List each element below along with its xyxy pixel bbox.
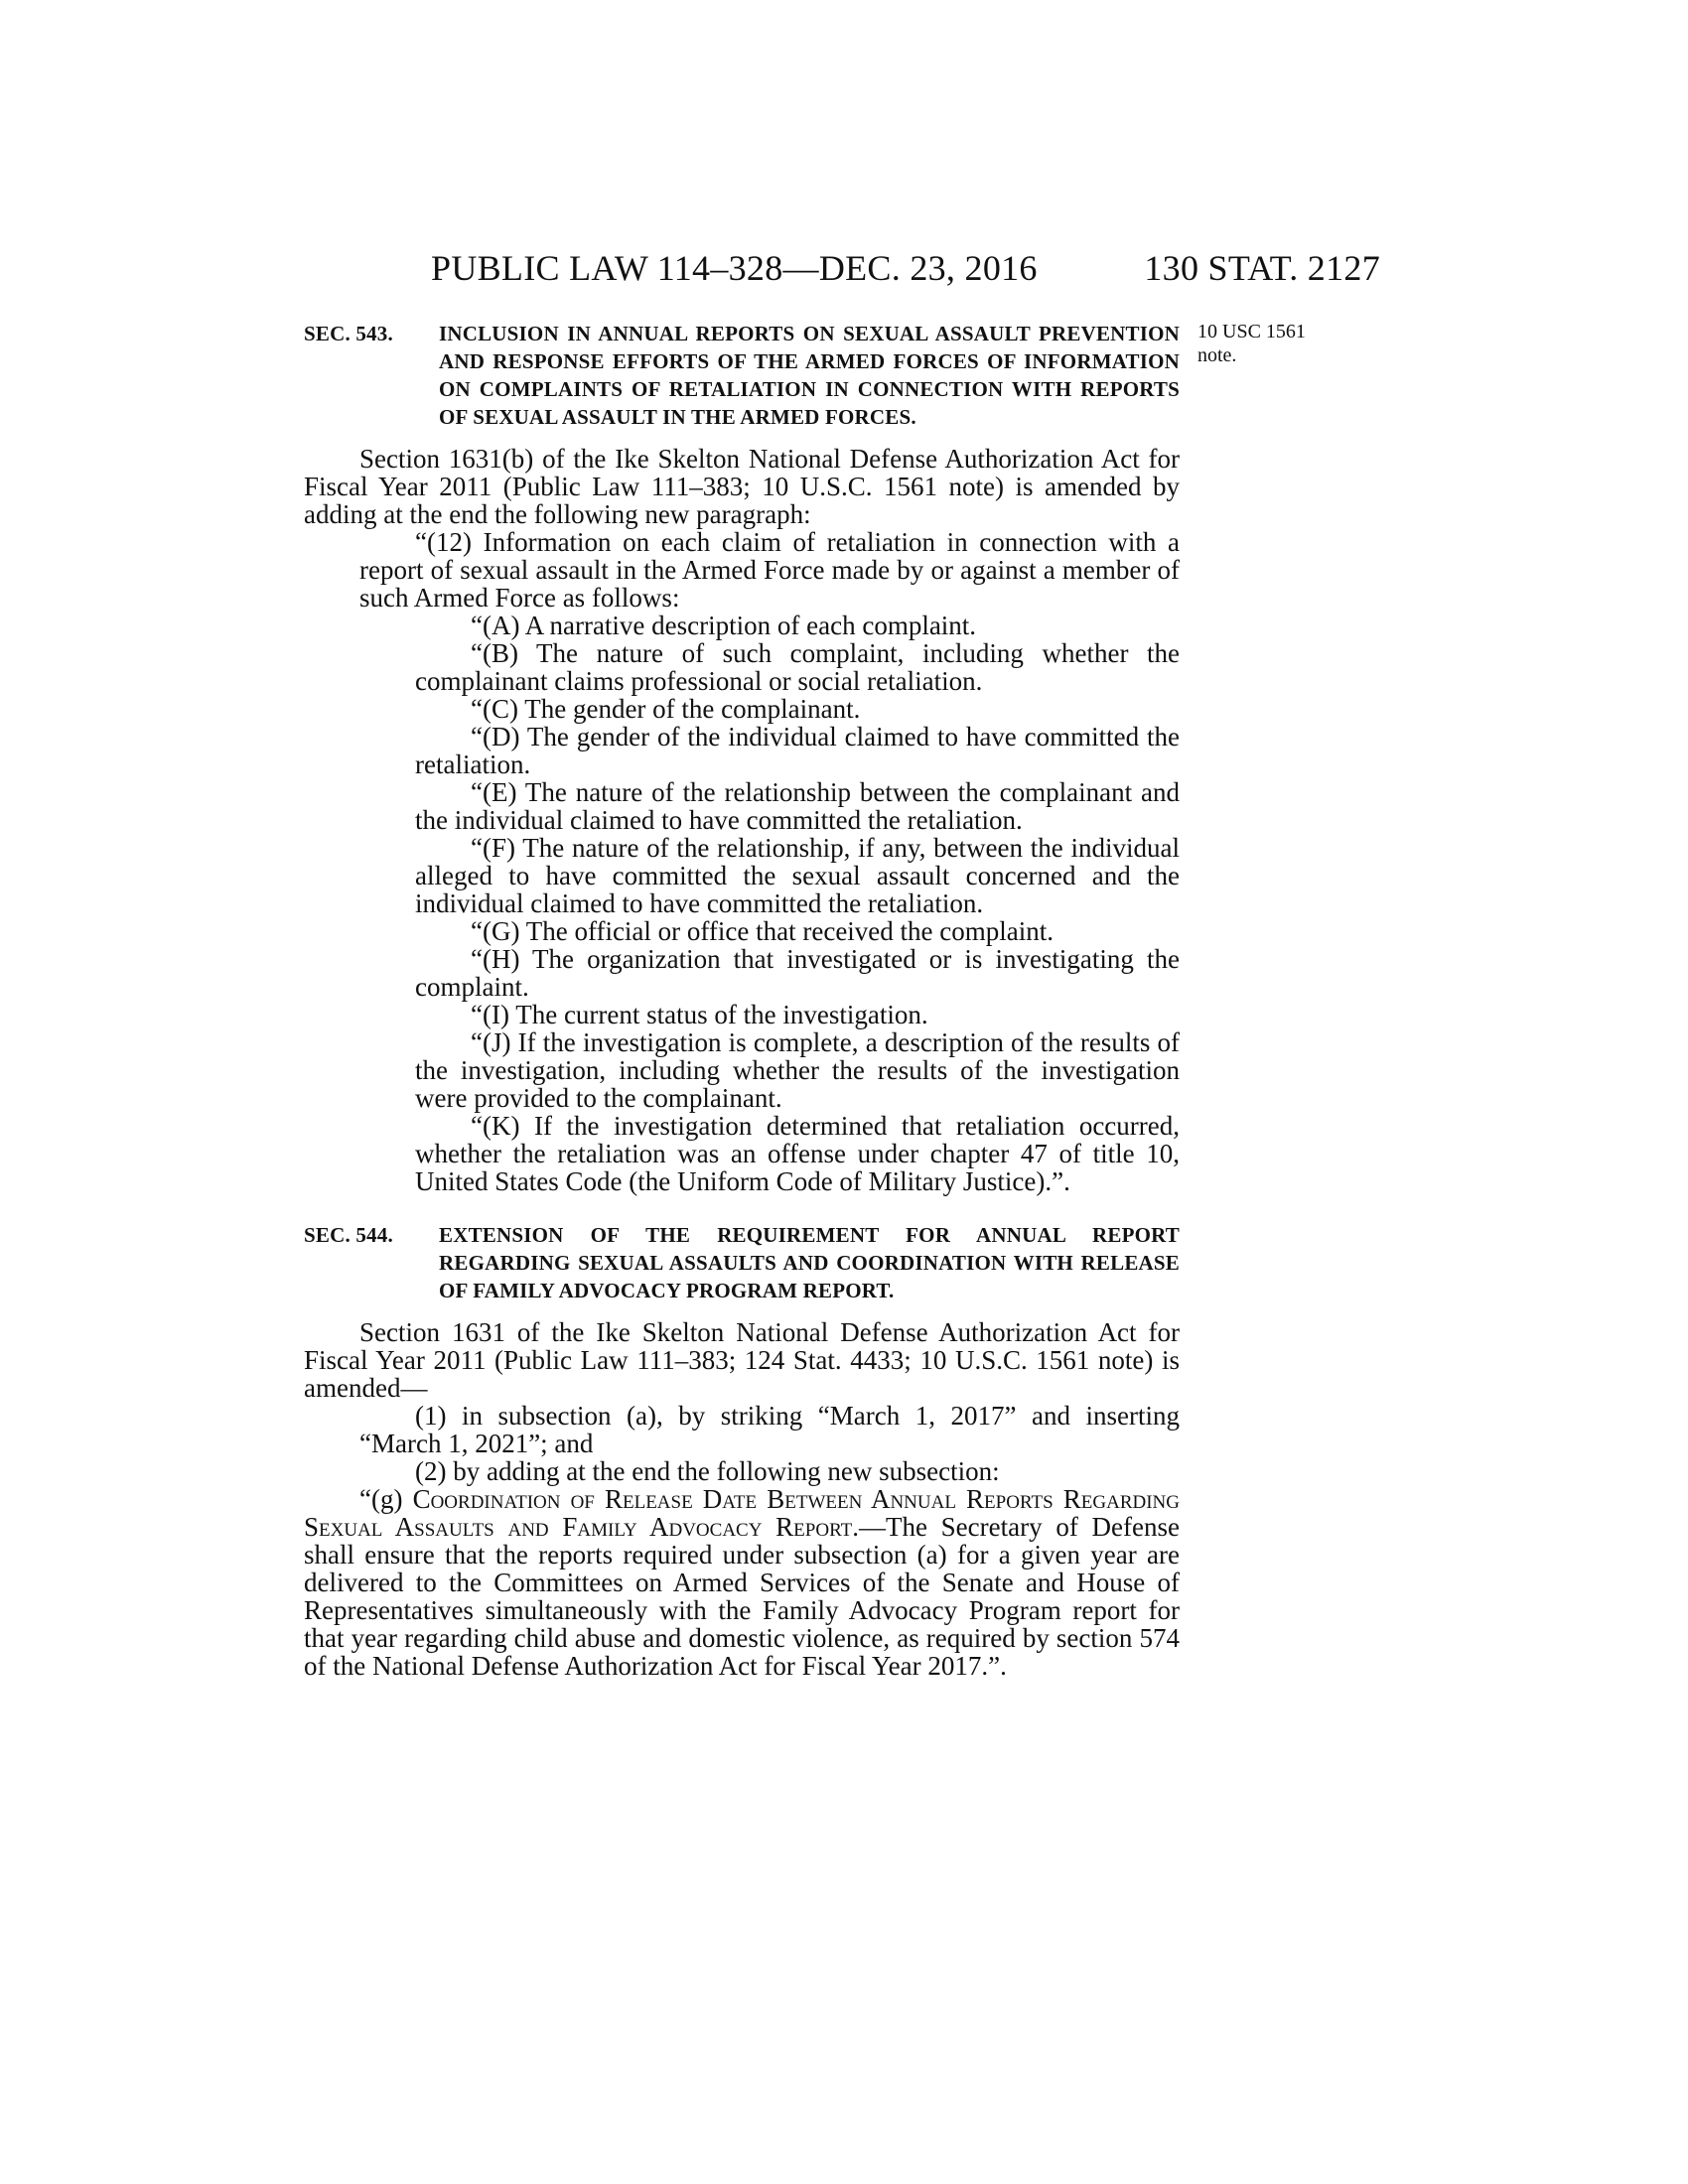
- section-544-heading: [304, 1221, 1180, 1304]
- section-543-heading: [304, 320, 1180, 431]
- subsection-g-body: —The Secretary of Defense shall ensure that the reports required under subsection (a) for a given year are delivered to the Committees on Armed Services of the Senate and House of Representatives simultaneously with the Family Advocacy Program report for that year regarding child abuse and domestic violence, as required by section 574 of the National Defense Authorization Act for Fiscal Year 2017.”.: [304, 1512, 1180, 1681]
- section-544-intro: Section 1631 of the Ike Skelton National Defense Authorization Act for Fiscal Year 2011 (Public Law 111–383; 124 Stat. 4433; 10 U.S.C. 1561 note) is amended—: [304, 1317, 1180, 1403]
- subsection-g: [304, 1485, 1180, 1680]
- subsection-g-prefix: “(g): [359, 1484, 413, 1514]
- page-header: [298, 246, 1380, 290]
- margin-note: [1197, 320, 1327, 367]
- section-544-item-1: (1) in subsection (a), by striking “March 1, 2017” and inserting “March 1, 2021”; and: [359, 1401, 1180, 1458]
- section-544-title: EXTENSION OF THE REQUIREMENT FOR ANNUAL REPORT REGARDING SEXUAL ASSAULTS AND COORDINATION WITH RELEASE OF FAMILY ADVOCACY PROGRAM REPORT.: [439, 1223, 1180, 1302]
- subparagraph-k: “(K) If the investigation determined that retaliation occurred, whether the retaliation was an offense under chapter 47 of title 10, United States Code (the Uniform Code of Military Justice).”.: [415, 1111, 1180, 1196]
- statute-page-number: 130 STAT. 2127: [1144, 248, 1380, 288]
- paragraph-12: “(12) Information on each claim of retaliation in connection with a report of sexual assault in the Armed Force made by or against a member of such Armed Force as follows:: [359, 527, 1180, 613]
- margin-note-suffix: note.: [1197, 344, 1237, 366]
- section-543-intro: Section 1631(b) of the Ike Skelton National Defense Authorization Act for Fiscal Year 2011 (Public Law 111–383; 10 U.S.C. 1561 note) is amended by adding at the end the following new paragraph:: [304, 444, 1180, 529]
- subparagraph-a: “(A) A narrative description of each complaint.: [471, 611, 977, 640]
- subparagraph-f: “(F) The nature of the relationship, if any, between the individual alleged to have committed the sexual assault concerned and the individual claimed to have committed the retaliation.: [415, 833, 1180, 918]
- subparagraph-i: “(I) The current status of the investigation.: [471, 1000, 928, 1029]
- public-law-citation: PUBLIC LAW 114–328—DEC. 23, 2016: [431, 248, 1038, 288]
- section-543-title: INCLUSION IN ANNUAL REPORTS ON SEXUAL ASSAULT PREVENTION AND RESPONSE EFFORTS OF THE ARMED FORCES OF INFORMATION ON COMPLAINTS OF RETALIATION IN CONNECTION WITH REPORTS OF SEXUAL ASSAULT IN THE ARMED FORCES.: [439, 322, 1180, 429]
- subparagraph-h: “(H) The organization that investigated or is investigating the complaint.: [415, 944, 1180, 1002]
- section-544-number: SEC. 544.: [304, 1223, 393, 1247]
- section-543-number: SEC. 543.: [304, 322, 393, 345]
- margin-note-citation: 10 USC 1561: [1197, 321, 1306, 342]
- subparagraph-g: “(G) The official or office that received the complaint.: [471, 916, 1054, 946]
- subsection-g-heading: Coordination of Release Date Between Annual Reports Regarding Sexual Assaults and Family Advocacy Report.: [304, 1484, 1180, 1542]
- document-body: [304, 320, 1180, 1680]
- subparagraph-d: “(D) The gender of the individual claimed to have committed the retaliation.: [415, 722, 1180, 779]
- subparagraph-b: “(B) The nature of such complaint, including whether the complainant claims professional or social retaliation.: [415, 638, 1180, 696]
- section-544-item-2: (2) by adding at the end the following new subsection:: [415, 1456, 1000, 1486]
- subparagraph-j: “(J) If the investigation is complete, a description of the results of the investigation, including whether the results of the investigation were provided to the complainant.: [415, 1027, 1180, 1113]
- subparagraph-c: “(C) The gender of the complainant.: [471, 694, 861, 724]
- subparagraph-e: “(E) The nature of the relationship between the complainant and the individual claimed to have committed the retaliation.: [415, 777, 1180, 835]
